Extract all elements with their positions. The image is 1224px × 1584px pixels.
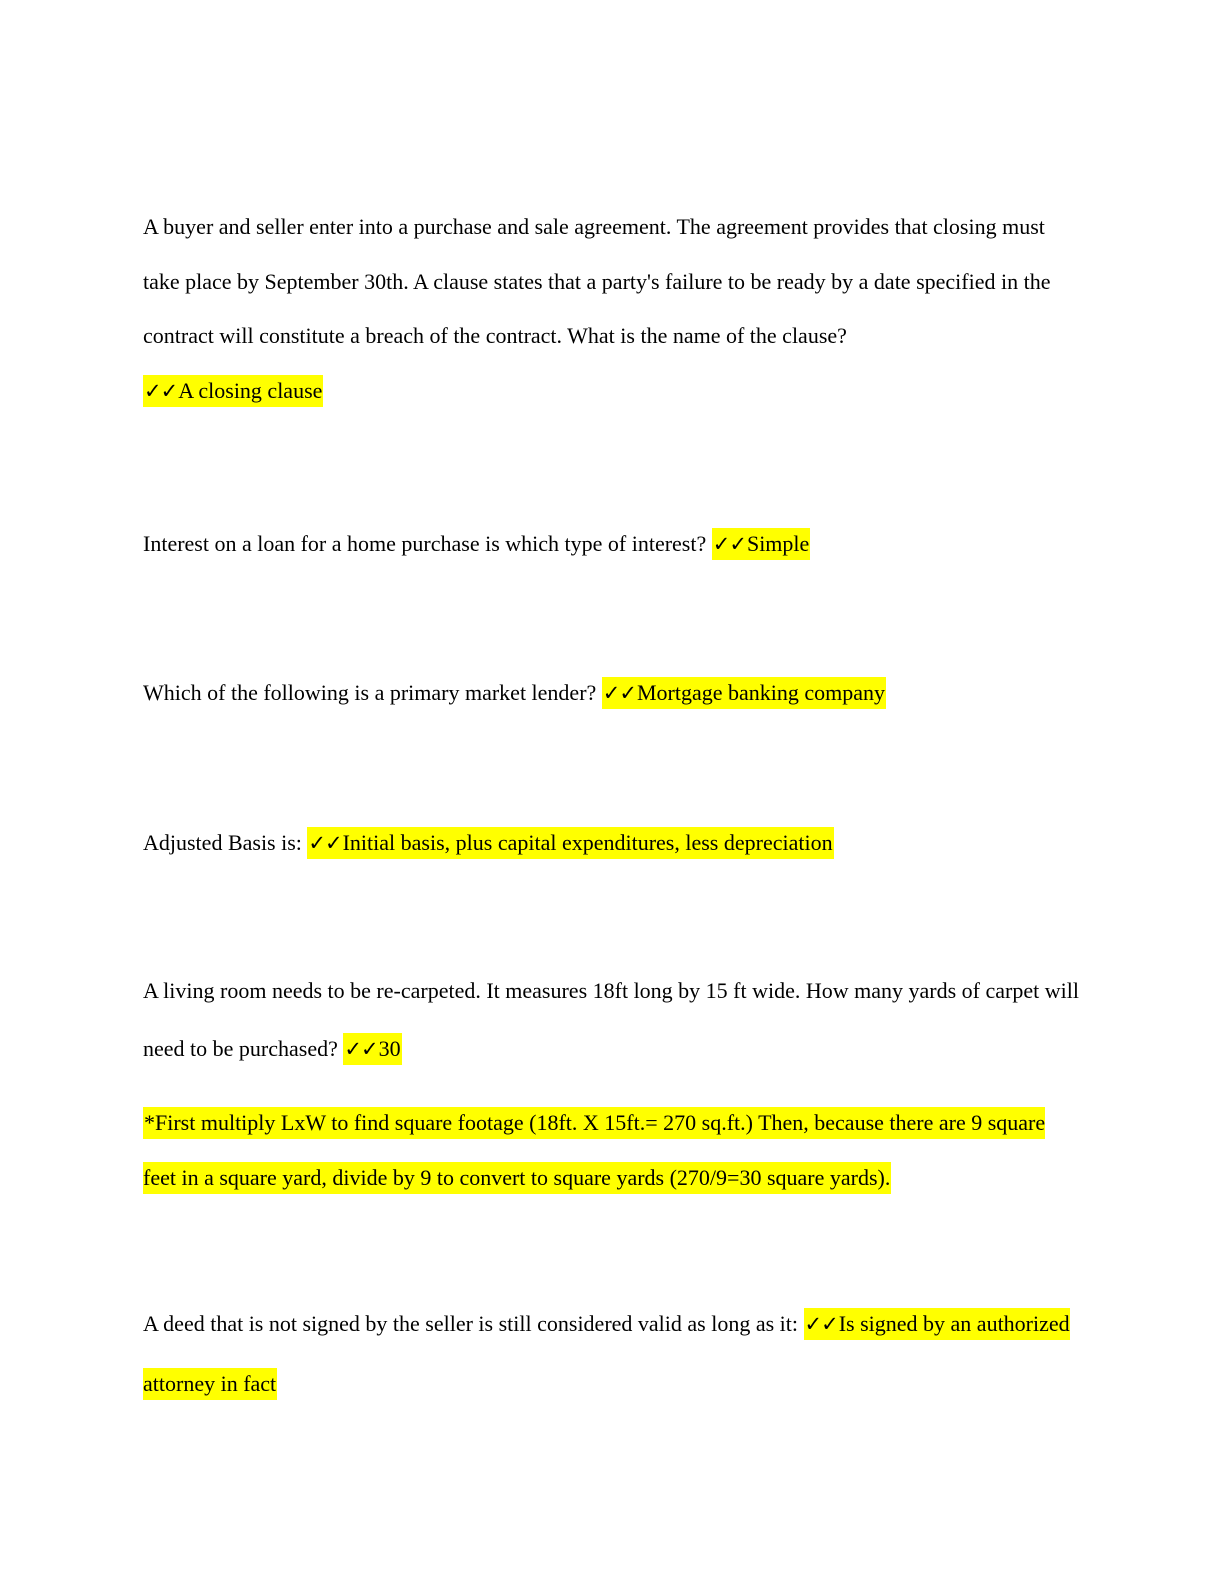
double-check-icon: ✓✓: [308, 831, 342, 855]
question-text: A deed that is not signed by the seller is still considered valid as long as it:: [143, 1311, 799, 1336]
answer-highlight: [712, 528, 811, 560]
question-text: A buyer and seller enter into a purchase and sale agreement. The agreement provides that closing must take place by September 30th. A clause states that a party's failure to be ready by a date specified in the contract will constitute a breach of the contract. What is the name of the clause?: [143, 214, 1051, 348]
answer-text: Mortgage banking company: [637, 680, 886, 705]
double-check-icon: ✓✓: [804, 1312, 838, 1336]
question-text: A living room needs to be re-carpeted. It measures 18ft long by 15 ft wide. How many yards of carpet will need to be purchased?: [143, 978, 1079, 1061]
answer-text: Is signed by an authorized attorney in fact: [143, 1311, 1070, 1396]
explanation-text: *First multiply LxW to find square footage (18ft. X 15ft.= 270 sq.ft.) Then, because there are 9 square feet in a square yard, divide by 9 to convert to square yards (270/9=30 square yards).: [143, 1107, 1045, 1194]
question-block: [143, 816, 1083, 871]
question-block: [143, 666, 1083, 721]
question-text: Interest on a loan for a home purchase is which type of interest?: [143, 531, 707, 556]
question-block: [143, 1294, 1083, 1414]
question-block: [143, 517, 1083, 572]
answer-text: Simple: [746, 531, 810, 556]
answer-text: 30: [378, 1036, 401, 1061]
question-block: [143, 200, 1083, 418]
question-block: [143, 962, 1083, 1078]
question-text: Which of the following is a primary market lender?: [143, 680, 597, 705]
answer-highlight: [143, 375, 323, 407]
explanation-block: [143, 1096, 1083, 1205]
question-text: Adjusted Basis is:: [143, 830, 302, 855]
answer-highlight: [307, 827, 833, 859]
double-check-icon: ✓✓: [344, 1037, 378, 1061]
answer-highlight: [602, 677, 886, 709]
double-check-icon: ✓✓: [602, 681, 636, 705]
double-check-icon: ✓✓: [712, 532, 746, 556]
answer-text: Initial basis, plus capital expenditures, less depreciation: [342, 830, 833, 855]
double-check-icon: ✓✓: [144, 378, 178, 403]
answer-highlight: [343, 1033, 401, 1065]
answer-text: A closing clause: [178, 377, 323, 403]
